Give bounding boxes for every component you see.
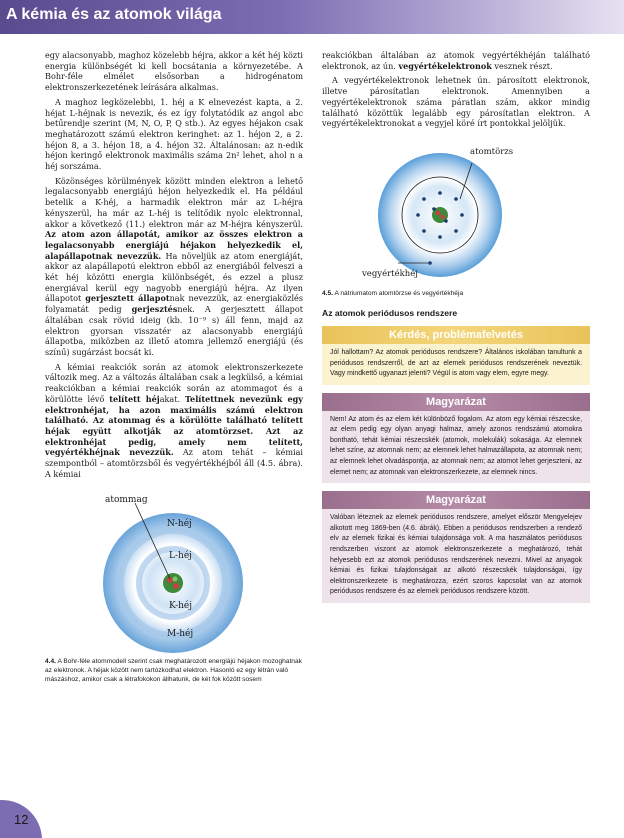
section-heading: Az atomok periódusos rendszere: [322, 307, 458, 318]
nucleus: [163, 573, 183, 593]
box-title: Magyarázat: [322, 393, 590, 411]
right-column: [322, 50, 590, 611]
sodium-atom-diagram: [322, 133, 590, 283]
bohr-model-figure: [45, 483, 303, 653]
left-column: [45, 50, 303, 684]
box-title: Kérdés, problémafelvetés: [322, 326, 590, 344]
box-text: Nem! Az atom és az elem két különböző fogalom. Az atom egy kémiai részecske, az elem pedig egy olyan anyagi halmaz, amely azonos rendszámú atomokra bontható, tehát kémiai részecskék (atomok, molekulák) sokasága. Az elemnek lehet színe, az atomnak nem; az elemnek lehet halmazállapota, az atomnak nem; az elemnek lehet olvadáspontja, az atomnak nem; az atomot lehet gerjeszteni, az elemet nem; az atomnak van elektronszerkezete, az elemnek nincs.: [322, 411, 590, 484]
label-n-shell: N-héj: [167, 519, 192, 530]
paragraph: reakciókban általában az atomok vegyértékhéján található elektronok, az ún. vegyértékelektronok vesznek részt.: [322, 50, 590, 71]
box-text: Jól hallottam? Az atomok periódusos rendszere? Általános iskolában tanultunk a periódusos rendszerről, de azt az elemek periódusos rendszerének neveztük. Vagy mindkettő ugyanazt jelenti? Végül is atom vagy elem, egyre megy.: [322, 344, 590, 385]
page-number: 12: [14, 812, 29, 827]
page-header: [0, 0, 624, 34]
paragraph: A vegyértékelektronok lehetnek ún. párosított elektronok, illetve párosítatlan elektronok. Amennyiben a vegyértékelektronok száma páratlan szám, akkor mindig található közöttük legalább egy párosítatlan elektron. A vegyértékelektronokat a vegyjel köré írt pontokkal jelöljük.: [322, 75, 590, 129]
label-m-shell: M-héj: [167, 629, 194, 640]
label-l-shell: L-héj: [169, 551, 192, 562]
label-k-shell: K-héj: [169, 601, 193, 612]
label-vegyertekhej: vegyértékhéj: [362, 268, 418, 279]
paragraph: egy alacsonyabb, maghoz közelebb héjra, akkor a két héj közti energia különbségét ki kell bocsátania a környezetébe. A Bohr-féle elmélet elsősorban a hidrogénatom elektronszerkezetének leírására alkalmas.: [45, 50, 303, 93]
label-atomtorzs: atomtörzs: [470, 146, 514, 157]
figure-caption: 4.4. A Bohr-féle atommodell szerint csak meghatározott energiájú héjakon mozoghatnak az elektronok. A héjak között nem tartózkodhat elektron. Hasonló ez egy létrán való mászáshoz, amikor csak a létrafokokon állhatunk, de két fok között sosem: [45, 658, 302, 684]
box-text: Valóban léteznek az elemek periódusos rendszere, amelyet először Mengyelejev alkotott meg 1869-ben (4.6. ábrák). Ebben a periódusos rendszerben a rendező elv az elemek fizikai és kémiai tulajdonsága volt. A ma használatos periódusos rendszerben viszont az atomok elektronszerkezete a meghatározó, tehát helyesebb ezt az atomok periódusos rendszerének nevezni. Mivel az anyagok kémiai és fizikai tulajdonságait az alkotó részecskék tulajdonságai, így elektronszerkezete is meghatározza, ezért szoros kapcsolat van az atomok periódusos rendszere és az elemek periódusos rendszere között.: [322, 509, 590, 603]
label-atommag: atommag: [105, 495, 148, 506]
paragraph: Közönséges körülmények között minden elektron a lehető legalacsonyabb energiájú héjon helyezkedik el. Ha például betelik a K-héj, a harmadik elektron már az L-héjra kényszerül, ha már az L-héj is telítődik nyolc elektronnal, akkor a következő (11.) elektron már az M-héjra kényszerül. Az atom azon állapotát, amikor az összes elektron a legalacsonyabb energiájú héjakon helyezkedik el, alapállapotnak nevezzük. Ha növeljük az atom energiáját, akkor az alapállapotú elektron ebből az energiából felveszi a két héj közötti energia különbségét, és ezzel a plusz energiával kerül egy nagyobb energiájú héjra. Az ilyen állapotot gerjesztett állapotnak nevezzük, az energiaközlés folyamatát pedig gerjesztésnek. A gerjesztett állapot általában csak rövid ideig (kb. 10⁻⁹ s) áll fenn, majd az elektron gyorsan visszatér az alacsonyabb energiájú állapotba, miközben az illető atomra jellemző energiájú (és színű) sugárzást bocsát ki.: [45, 175, 303, 357]
bohr-model-diagram: [45, 483, 303, 653]
sodium-atom-figure: [322, 133, 590, 283]
explanation-box: [322, 491, 590, 603]
question-box: [322, 326, 590, 385]
page-title: A kémia és az atomok világa: [6, 6, 222, 23]
box-title: Magyarázat: [322, 491, 590, 509]
paragraph: A maghoz legközelebbi, 1. héj a K elnevezést kapta, a 2. héjat L-héjnak is nevezik, és ez így folytatódik az angol abc betűrendje szerint (M, N, O, P, Q stb.). Az egyes héjakon csak meghatározott számú elektron keringhet: az 1. héjon 2, a 2. héjon 8, a 3. héjon 18, a 4. héjon 32. Általánosan: az n-edik héjon keringő elektronok maximális száma 2n² lehet, ahol n a héj sorszáma.: [45, 96, 303, 172]
paragraph: A kémiai reakciók során az atomok elektronszerkezete változik meg. Az a változás általában csak a legkülső, a kémiai reakciókban a kémiai reakciók során az atommagot és a körülötte lévő telített héjakat. Telítettnek nevezünk egy elektronhéjat, ha azon maximális számú elektron található. Az atommag és a körülötte található telített héjak együtt alkotják az atomtörzset. Azt az elektronhéjat pedig, amely nem telített, vegyértékhéjnak nevezzük. Az atom tehát – kémiai szempontból – atomtörzsből és vegyértékhéjból áll (4.5. ábra). A kémiai: [45, 361, 303, 479]
figure-caption: 4.5. A nátriumatom atomtörzse és vegyértékhéja: [322, 289, 464, 297]
explanation-box: [322, 393, 590, 484]
